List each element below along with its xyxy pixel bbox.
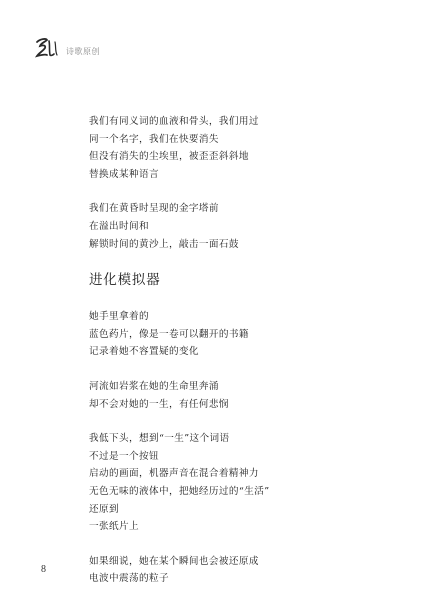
calligraphy-brush-logo-icon — [34, 36, 62, 60]
poem-line: 我们有同义词的血液和骨头，我们用过 — [89, 116, 259, 127]
poem-line: 同一个名字，我们在快要消失 — [89, 133, 219, 145]
poem-content — [89, 113, 399, 605]
page-number: 8 — [41, 564, 46, 575]
page-header — [34, 34, 100, 60]
poem-line: 河流如岩浆在她的生命里奔涌 — [89, 380, 219, 392]
poem-line: 记录着她不容置疑的变化 — [89, 346, 199, 358]
poem-line: 她手里拿着的 — [89, 311, 149, 323]
poem-line: 不过是一个按钮 — [89, 450, 159, 462]
poem-line: 蓝色药片，像是一卷可以翻开的书籍 — [89, 328, 249, 340]
poem-title: 进化模拟器 — [89, 272, 161, 289]
poem2-stanza-3 — [89, 430, 399, 536]
poem-line: 我们在黄昏时呈现的金字塔前 — [89, 203, 219, 215]
poem-line: 电波中震荡的粒子 — [89, 573, 169, 585]
poem-line: 还原到 — [89, 503, 119, 515]
poem-line: 无色无味的液体中，把她经历过的“生活” — [89, 485, 270, 497]
poem-line: 替换成某种语言 — [89, 168, 159, 180]
poem-line: 却不会对她的一生，有任何悲悯 — [89, 398, 229, 410]
poem-line: 一张纸片上 — [89, 521, 139, 533]
poem-line: 解锁时间的黄沙上，敲击一面石鼓 — [89, 238, 239, 250]
poem-line: 在溢出时间和 — [89, 220, 149, 232]
poem1-stanza-2 — [89, 200, 399, 253]
section-label: 诗歌原创 — [66, 47, 100, 56]
poem-line: 但没有消失的尘埃里，被歪歪斜斜地 — [89, 151, 249, 163]
poem1-stanza-1 — [89, 113, 399, 183]
poem2-stanza-1 — [89, 308, 399, 361]
poem-line: 启动的画面，机器声音在混合着精神力 — [89, 468, 259, 480]
poem-line: 如果细说，她在某个瞬间也会被还原成 — [89, 555, 259, 567]
poem2-stanza-4 — [89, 553, 399, 588]
poem2-stanza-2 — [89, 378, 399, 413]
poem-line: 我低下头，想到“一生”这个词语 — [89, 433, 230, 445]
